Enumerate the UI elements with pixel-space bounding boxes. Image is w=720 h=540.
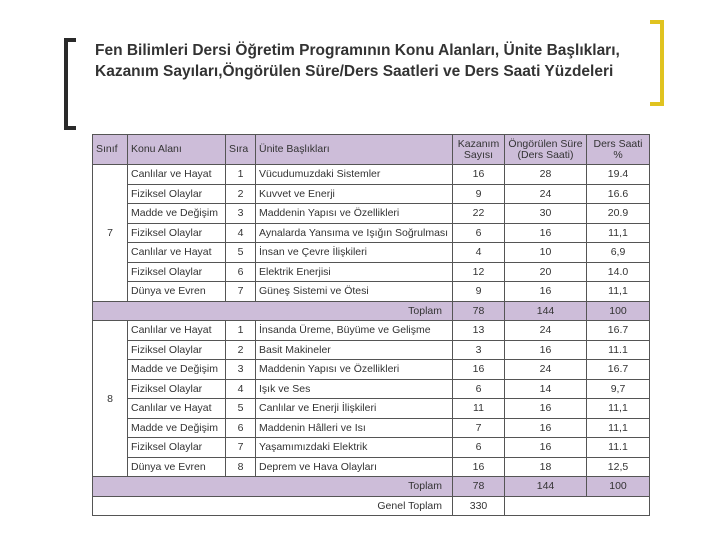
unite-cell: Deprem ve Hava Olayları bbox=[256, 457, 453, 477]
unite-cell: Maddenin Yapısı ve Özellikleri bbox=[256, 360, 453, 380]
sira-cell: 2 bbox=[226, 184, 256, 204]
grade-cell: 8 bbox=[93, 321, 128, 477]
sira-cell: 8 bbox=[226, 457, 256, 477]
yuzde-cell: 16.7 bbox=[587, 360, 650, 380]
sure-cell: 16 bbox=[505, 340, 587, 360]
sure-cell: 16 bbox=[505, 438, 587, 458]
table-row bbox=[93, 282, 650, 302]
konu-alani-cell: Fiziksel Olaylar bbox=[128, 340, 226, 360]
sira-cell: 3 bbox=[226, 204, 256, 224]
table-row bbox=[93, 223, 650, 243]
kazanim-cell: 3 bbox=[453, 340, 505, 360]
table-row bbox=[93, 379, 650, 399]
unite-cell: Kuvvet ve Enerji bbox=[256, 184, 453, 204]
table-row bbox=[93, 243, 650, 263]
kazanim-cell: 6 bbox=[453, 438, 505, 458]
unite-cell: Vücudumuzdaki Sistemler bbox=[256, 165, 453, 185]
yuzde-cell: 20.9 bbox=[587, 204, 650, 224]
right-bracket-decoration bbox=[650, 20, 664, 106]
sure-cell: 14 bbox=[505, 379, 587, 399]
sira-cell: 5 bbox=[226, 399, 256, 419]
sira-cell: 7 bbox=[226, 282, 256, 302]
yuzde-cell: 11,1 bbox=[587, 282, 650, 302]
konu-alani-cell: Fiziksel Olaylar bbox=[128, 438, 226, 458]
kazanim-cell: 6 bbox=[453, 379, 505, 399]
left-bracket-decoration bbox=[64, 38, 76, 130]
total-label: Toplam bbox=[93, 477, 453, 497]
yuzde-cell: 6,9 bbox=[587, 243, 650, 263]
slide-title: Fen Bilimleri Dersi Öğretim Programının Konu Alanları, Ünite Başlıkları, Kazanım Sayıları,Öngörülen Süre/Ders Saatleri ve Ders Saati Yüzdeleri bbox=[95, 42, 620, 80]
kazanim-cell: 9 bbox=[453, 282, 505, 302]
table-row bbox=[93, 438, 650, 458]
table-row bbox=[93, 457, 650, 477]
kazanim-cell: 16 bbox=[453, 457, 505, 477]
table-row bbox=[93, 360, 650, 380]
konu-alani-cell: Fiziksel Olaylar bbox=[128, 262, 226, 282]
kazanim-cell: 16 bbox=[453, 165, 505, 185]
sure-cell: 16 bbox=[505, 223, 587, 243]
unite-cell: Işık ve Ses bbox=[256, 379, 453, 399]
grade-cell: 7 bbox=[93, 165, 128, 302]
sure-cell: 24 bbox=[505, 360, 587, 380]
total-sure: 144 bbox=[505, 477, 587, 497]
kazanim-cell: 9 bbox=[453, 184, 505, 204]
sira-cell: 6 bbox=[226, 262, 256, 282]
konu-alani-cell: Dünya ve Evren bbox=[128, 457, 226, 477]
header-sira: Sıra bbox=[226, 135, 256, 165]
kazanim-cell: 12 bbox=[453, 262, 505, 282]
sure-cell: 16 bbox=[505, 399, 587, 419]
sira-cell: 2 bbox=[226, 340, 256, 360]
sure-cell: 18 bbox=[505, 457, 587, 477]
table-row bbox=[93, 418, 650, 438]
table-row bbox=[93, 340, 650, 360]
yuzde-cell: 9,7 bbox=[587, 379, 650, 399]
unite-cell: Aynalarda Yansıma ve Işığın Soğrulması bbox=[256, 223, 453, 243]
kazanim-cell: 13 bbox=[453, 321, 505, 341]
kazanim-cell: 4 bbox=[453, 243, 505, 263]
sure-cell: 10 bbox=[505, 243, 587, 263]
unite-cell: İnsanda Üreme, Büyüme ve Gelişme bbox=[256, 321, 453, 341]
yuzde-cell: 11.1 bbox=[587, 438, 650, 458]
kazanim-cell: 22 bbox=[453, 204, 505, 224]
yuzde-cell: 11,1 bbox=[587, 223, 650, 243]
sira-cell: 3 bbox=[226, 360, 256, 380]
header-kazanim-sayisi: Kazanım Sayısı bbox=[453, 135, 505, 165]
total-label: Toplam bbox=[93, 301, 453, 321]
header-ongorulen-sure: Öngörülen Süre (Ders Saati) bbox=[505, 135, 587, 165]
sure-cell: 24 bbox=[505, 321, 587, 341]
total-kazanim: 78 bbox=[453, 477, 505, 497]
yuzde-cell: 11,1 bbox=[587, 418, 650, 438]
konu-alani-cell: Dünya ve Evren bbox=[128, 282, 226, 302]
sira-cell: 5 bbox=[226, 243, 256, 263]
sure-cell: 20 bbox=[505, 262, 587, 282]
grand-total-kazanim: 330 bbox=[453, 496, 505, 516]
yuzde-cell: 11,1 bbox=[587, 399, 650, 419]
yuzde-cell: 11.1 bbox=[587, 340, 650, 360]
konu-alani-cell: Madde ve Değişim bbox=[128, 204, 226, 224]
header-sinif: Sınıf bbox=[93, 135, 128, 165]
unite-cell: Yaşamımızdaki Elektrik bbox=[256, 438, 453, 458]
kazanim-cell: 7 bbox=[453, 418, 505, 438]
yuzde-cell: 16.6 bbox=[587, 184, 650, 204]
table-header-row bbox=[93, 135, 650, 165]
total-yuzde: 100 bbox=[587, 301, 650, 321]
sure-cell: 16 bbox=[505, 282, 587, 302]
sira-cell: 6 bbox=[226, 418, 256, 438]
sira-cell: 1 bbox=[226, 321, 256, 341]
unite-cell: Güneş Sistemi ve Ötesi bbox=[256, 282, 453, 302]
unite-cell: İnsan ve Çevre İlişkileri bbox=[256, 243, 453, 263]
kazanim-cell: 6 bbox=[453, 223, 505, 243]
sure-cell: 28 bbox=[505, 165, 587, 185]
kazanim-cell: 16 bbox=[453, 360, 505, 380]
table-row bbox=[93, 321, 650, 341]
konu-alani-cell: Canlılar ve Hayat bbox=[128, 243, 226, 263]
sira-cell: 7 bbox=[226, 438, 256, 458]
kazanim-cell: 11 bbox=[453, 399, 505, 419]
header-ders-saati-yuzde: Ders Saati % bbox=[587, 135, 650, 165]
table-row bbox=[93, 184, 650, 204]
header-unite-basliklari: Ünite Başlıkları bbox=[256, 135, 453, 165]
sira-cell: 1 bbox=[226, 165, 256, 185]
total-sure: 144 bbox=[505, 301, 587, 321]
table-row bbox=[93, 165, 650, 185]
konu-alani-cell: Canlılar ve Hayat bbox=[128, 165, 226, 185]
sure-cell: 30 bbox=[505, 204, 587, 224]
table-row bbox=[93, 262, 650, 282]
total-yuzde: 100 bbox=[587, 477, 650, 497]
unite-cell: Canlılar ve Enerji İlişkileri bbox=[256, 399, 453, 419]
yuzde-cell: 16.7 bbox=[587, 321, 650, 341]
yuzde-cell: 14.0 bbox=[587, 262, 650, 282]
sira-cell: 4 bbox=[226, 379, 256, 399]
table-row bbox=[93, 204, 650, 224]
konu-alani-cell: Canlılar ve Hayat bbox=[128, 399, 226, 419]
konu-alani-cell: Fiziksel Olaylar bbox=[128, 379, 226, 399]
table-row bbox=[93, 399, 650, 419]
konu-alani-cell: Fiziksel Olaylar bbox=[128, 184, 226, 204]
yuzde-cell: 12,5 bbox=[587, 457, 650, 477]
konu-alani-cell: Madde ve Değişim bbox=[128, 360, 226, 380]
sure-cell: 24 bbox=[505, 184, 587, 204]
total-kazanim: 78 bbox=[453, 301, 505, 321]
konu-alani-cell: Fiziksel Olaylar bbox=[128, 223, 226, 243]
total-row bbox=[93, 477, 650, 497]
yuzde-cell: 19.4 bbox=[587, 165, 650, 185]
sure-cell: 16 bbox=[505, 418, 587, 438]
grand-total-label: Genel Toplam bbox=[93, 496, 453, 516]
unite-cell: Basit Makineler bbox=[256, 340, 453, 360]
sira-cell: 4 bbox=[226, 223, 256, 243]
konu-alani-cell: Madde ve Değişim bbox=[128, 418, 226, 438]
total-row bbox=[93, 301, 650, 321]
unite-cell: Maddenin Yapısı ve Özellikleri bbox=[256, 204, 453, 224]
konu-alani-cell: Canlılar ve Hayat bbox=[128, 321, 226, 341]
table-body bbox=[93, 165, 650, 516]
unite-cell: Maddenin Hâlleri ve Isı bbox=[256, 418, 453, 438]
curriculum-table bbox=[92, 134, 650, 516]
grand-total-empty bbox=[505, 496, 650, 516]
unite-cell: Elektrik Enerjisi bbox=[256, 262, 453, 282]
header-konu-alani: Konu Alanı bbox=[128, 135, 226, 165]
grand-total-row bbox=[93, 496, 650, 516]
